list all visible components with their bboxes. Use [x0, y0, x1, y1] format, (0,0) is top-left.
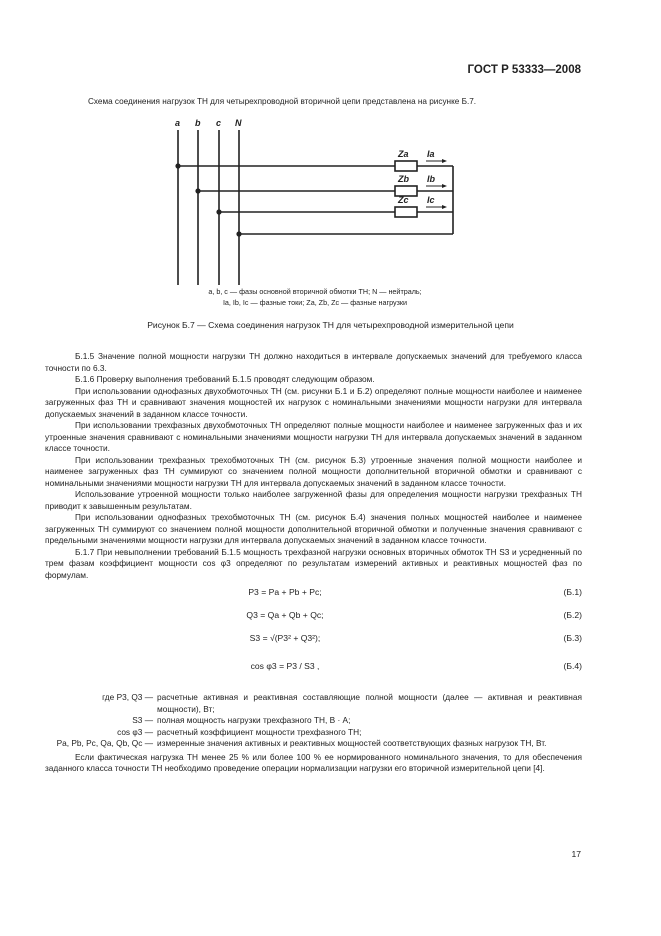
equation-number: (Б.4): [563, 661, 582, 671]
i-label-c: Ic: [427, 195, 435, 205]
paragraph: При использовании трехфазных двухобмоточных ТН определяют полные мощности наиболее и наименее загруженных фаз и их утроенные значения сравнивают с номинальными значениями мощности нагрузки ТН для интервала допускаемых значений в заданном классе точности.: [45, 420, 582, 453]
intro-text: Схема соединения нагрузок ТН для четырехпроводной вторичной цепи представлена на рисунке Б.7.: [88, 97, 477, 106]
equation: [45, 583, 582, 604]
equation-number: (Б.2): [563, 610, 582, 620]
legend-line-1: a, b, c — фазы основной вторичной обмотки ТН; N — нейтраль;: [208, 287, 422, 296]
definition-item: [45, 692, 582, 715]
definition-text: полная мощность нагрузки трехфазного ТН, В · А;: [157, 715, 351, 725]
definition-term: Pa, Pb, Pc, Qa, Qb, Qc —: [56, 738, 153, 748]
paragraph: При использовании однофазных двухобмоточных ТН (см. рисунки Б.1 и Б.2) определяют полные мощности наиболее и наименее загруженных фаз ТН и сравнивают значения мощностей их нагрузок с номинальными значениями мощности нагрузки для интервала допускаемых значений в заданном классе точности.: [45, 385, 582, 419]
equation-formula: P3 = Pa + Pb + Pc;: [248, 587, 322, 597]
definition-text: расчетные активная и реактивная составляющие полной мощности (далее — активная и реактивная мощности), Вт;: [157, 692, 582, 714]
definition-text: измеренные значения активных и реактивных мощностей соответствующих фазных нагрузок ТН, Вт.: [157, 738, 547, 748]
equation: [45, 629, 582, 650]
standard-number: ГОСТ Р 53333—2008: [467, 64, 581, 76]
z-label-a: Za: [398, 149, 409, 159]
paragraph: При использовании однофазных трехобмоточных ТН (см. рисунок Б.4) значения полных мощностей наиболее и наименее загруженных ТН суммируют со значением полной мощности дополнительной вторичной обмотки и полученные значения сравнивают с предельными значениями мощности нагрузки для интервала допускаемых значений в заданном классе точности.: [45, 512, 582, 545]
bus-label-a: a: [175, 118, 181, 128]
circuit-diagram: [0, 0, 661, 300]
definition-item: [45, 715, 582, 727]
definition-term: где P3, Q3 —: [102, 692, 153, 702]
paragraph: При использовании трехфазных трехобмоточных ТН (см. рисунок Б.3) утроенные значения полной мощности наиболее и наименее загруженных фаз ТН суммируют со значением полной мощности дополнительной вторичной обмотки и сравнивают с номинальными значениями мощности нагрузки ТН для интервала допускаемых значений в заданном классе точности.: [45, 454, 582, 488]
definition-term: cos φ3 —: [117, 726, 153, 737]
equation-number: (Б.3): [563, 633, 582, 643]
paragraph: Использование утроенной мощности только наиболее загруженной фазы для определения мощности нагрузки трехфазных ТН приводит к завышенным результатам.: [45, 489, 582, 511]
equation-formula: S3 = √(P3² + Q3²);: [249, 633, 321, 643]
equation: [45, 606, 582, 627]
page-number: 17: [571, 849, 581, 859]
bus-label-b: b: [195, 118, 201, 128]
equation-formula: Q3 = Qa + Qb + Qc;: [246, 610, 324, 620]
definition-term: S3 —: [132, 715, 153, 725]
definition-item: [45, 738, 582, 750]
equation-formula: cos φ3 = P3 / S3 ,: [250, 661, 320, 671]
definition-item: [45, 727, 582, 739]
body-text: [45, 351, 582, 775]
i-label-a: Ia: [427, 149, 435, 159]
legend-line-2: Ia, Ib, Ic — фазные токи; Za, Zb, Zc — фазные нагрузки: [222, 298, 408, 307]
impedance-zc: [395, 207, 417, 217]
i-label-b: Ib: [427, 174, 435, 184]
bus-label-c: c: [216, 118, 222, 128]
final-paragraph: Если фактическая нагрузка ТН менее 25 % или более 100 % ее нормированного номинального значения, то для обеспечения заданного класса точности ТН необходимо проведение операции нормализации нагрузки его вторичной измерительной цепи [4].: [45, 751, 582, 773]
definitions-list: [45, 692, 582, 750]
paragraph: Б.1.6 Проверку выполнения требований Б.1.5 проводят следующим образом.: [75, 374, 375, 384]
bus-label-n: N: [235, 118, 242, 128]
paragraph: Б.1.7 При невыполнении требований Б.1.5 мощность трехфазной нагрузки основных вторичных обмоток ТН S3 и усредненный по трем фазам коэффициент мощности cos φ3 определяют по результатам измерений активных и реактивных мощностей фаз по формулам.: [45, 546, 582, 580]
z-label-c: Zc: [398, 195, 409, 205]
equation-number: (Б.1): [563, 587, 582, 597]
definition-text: расчетный коэффициент мощности трехфазного ТН;: [157, 726, 362, 737]
diagram-legend: [140, 286, 490, 308]
z-label-b: Zb: [398, 174, 409, 184]
figure-caption: Рисунок Б.7 — Схема соединения нагрузок ТН для четырехпроводной измерительной цепи: [147, 320, 514, 330]
equation: [45, 652, 582, 686]
impedance-za: [395, 161, 417, 171]
paragraph: Б.1.5 Значение полной мощности нагрузки ТН должно находиться в интервале допускаемых значений для требуемого класса точности по 6.3.: [45, 351, 582, 373]
